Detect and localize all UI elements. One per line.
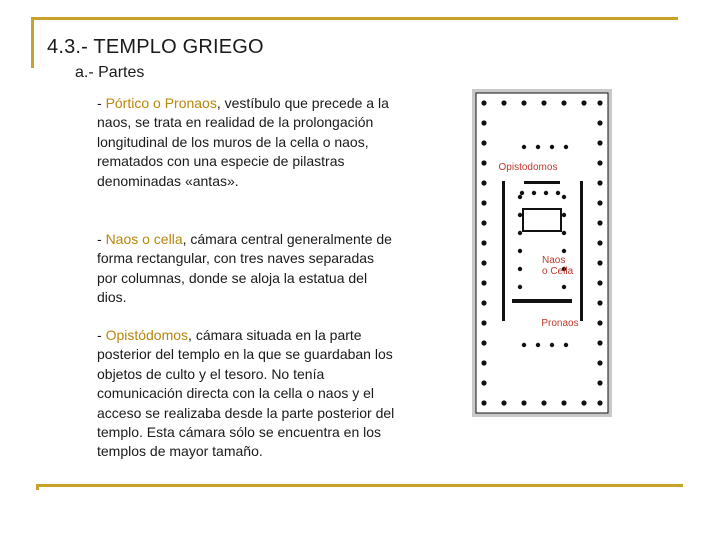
column-dot	[556, 191, 560, 195]
column-dot	[481, 340, 486, 345]
column-dot	[581, 100, 586, 105]
column-dot	[550, 145, 554, 149]
column-dot	[518, 195, 522, 199]
plan-label-cella: o Cella	[542, 266, 574, 277]
section-prefix: -	[97, 95, 106, 111]
column-dot	[597, 100, 602, 105]
cella-right-wall	[580, 181, 583, 321]
frame-bottom-line	[38, 484, 683, 487]
column-dot	[561, 100, 566, 105]
naos-front-wall	[512, 299, 572, 303]
column-dot	[501, 100, 506, 105]
column-dot	[481, 280, 486, 285]
opistodomos-front-wall	[524, 181, 560, 184]
column-dot	[521, 400, 526, 405]
column-dot	[562, 285, 566, 289]
frame-bottom-tick	[36, 484, 39, 490]
column-dot	[536, 343, 540, 347]
column-dot	[597, 380, 602, 385]
column-dot	[532, 191, 536, 195]
section-prefix: -	[97, 231, 106, 247]
column-dot	[597, 400, 602, 405]
column-dot	[481, 380, 486, 385]
column-dot	[518, 249, 522, 253]
section-text: , vestíbulo que precede a la naos, se trata en realidad de la prolongación longitudinal de los muros de la cella o naos, rematados con una especie de pilastras denominadas «antas».	[97, 95, 389, 189]
temple-plan-svg	[472, 89, 612, 417]
column-dot	[481, 220, 486, 225]
column-dot	[501, 400, 506, 405]
column-dot	[597, 120, 602, 125]
column-dot	[562, 231, 566, 235]
column-dot	[544, 191, 548, 195]
column-dot	[581, 400, 586, 405]
column-dot	[550, 343, 554, 347]
column-dot	[597, 320, 602, 325]
column-dot	[481, 360, 486, 365]
column-dot	[597, 180, 602, 185]
column-dot	[481, 240, 486, 245]
column-dot	[541, 100, 546, 105]
column-dot	[597, 200, 602, 205]
column-dot	[597, 260, 602, 265]
slide-subtitle: a.- Partes	[75, 64, 145, 81]
column-dot	[518, 285, 522, 289]
column-dot	[564, 343, 568, 347]
section-prefix: -	[97, 327, 106, 343]
column-dot	[597, 140, 602, 145]
column-dot	[564, 145, 568, 149]
column-dot	[520, 191, 524, 195]
cella-left-wall	[502, 181, 505, 321]
column-dot	[522, 343, 526, 347]
section-naos	[97, 230, 397, 308]
column-dot	[597, 240, 602, 245]
plan-label-naos: Naos	[542, 255, 566, 266]
column-dot	[562, 249, 566, 253]
column-dot	[597, 360, 602, 365]
column-dot	[481, 120, 486, 125]
column-dot	[518, 213, 522, 217]
cult-statue-base	[523, 209, 561, 231]
column-dot	[518, 267, 522, 271]
frame-left-line	[31, 17, 34, 68]
column-dot	[481, 320, 486, 325]
column-dot	[481, 400, 486, 405]
column-dot	[522, 145, 526, 149]
section-text: , cámara situada en la parte posterior del templo en la que se guardaban los objetos de culto y el tesoro. No tenía comunicación directa con la cella o naos y el acceso se realizaba desde la parte posterior del templo. Esta cámara sólo se encuentra en los templos de mayor tamaño.	[97, 327, 395, 460]
term-naos-cella: Naos o cella	[105, 231, 183, 247]
column-dot	[597, 340, 602, 345]
column-dot	[481, 160, 486, 165]
column-dot	[561, 400, 566, 405]
column-dot	[541, 400, 546, 405]
column-dot	[518, 231, 522, 235]
plan-label-pronaos: Pronaos	[541, 318, 579, 329]
temple-floor-plan	[472, 89, 612, 417]
column-dot	[481, 300, 486, 305]
section-opistodomos	[97, 326, 397, 462]
column-dot	[481, 200, 486, 205]
column-dot	[521, 100, 526, 105]
column-dot	[536, 145, 540, 149]
column-dot	[481, 140, 486, 145]
column-dot	[597, 220, 602, 225]
stylobate	[476, 93, 608, 413]
plan-label-opistodomos: Opistodomos	[498, 162, 558, 173]
section-text: , cámara central generalmente de forma rectangular, con tres naves separadas por columnas, donde se aloja la estatua del dios.	[97, 231, 392, 306]
term-portico-pronaos: Pórtico o Pronaos	[105, 95, 217, 111]
column-dot	[597, 280, 602, 285]
column-dot	[597, 160, 602, 165]
slide-title: 4.3.- TEMPLO GRIEGO	[47, 36, 264, 58]
column-dot	[562, 195, 566, 199]
section-portico	[97, 94, 397, 191]
column-dot	[481, 180, 486, 185]
column-dot	[562, 213, 566, 217]
frame-top-line	[31, 17, 678, 20]
term-opistodomos: Opistódomos	[105, 327, 189, 343]
column-dot	[597, 300, 602, 305]
column-dot	[481, 100, 486, 105]
column-dot	[481, 260, 486, 265]
